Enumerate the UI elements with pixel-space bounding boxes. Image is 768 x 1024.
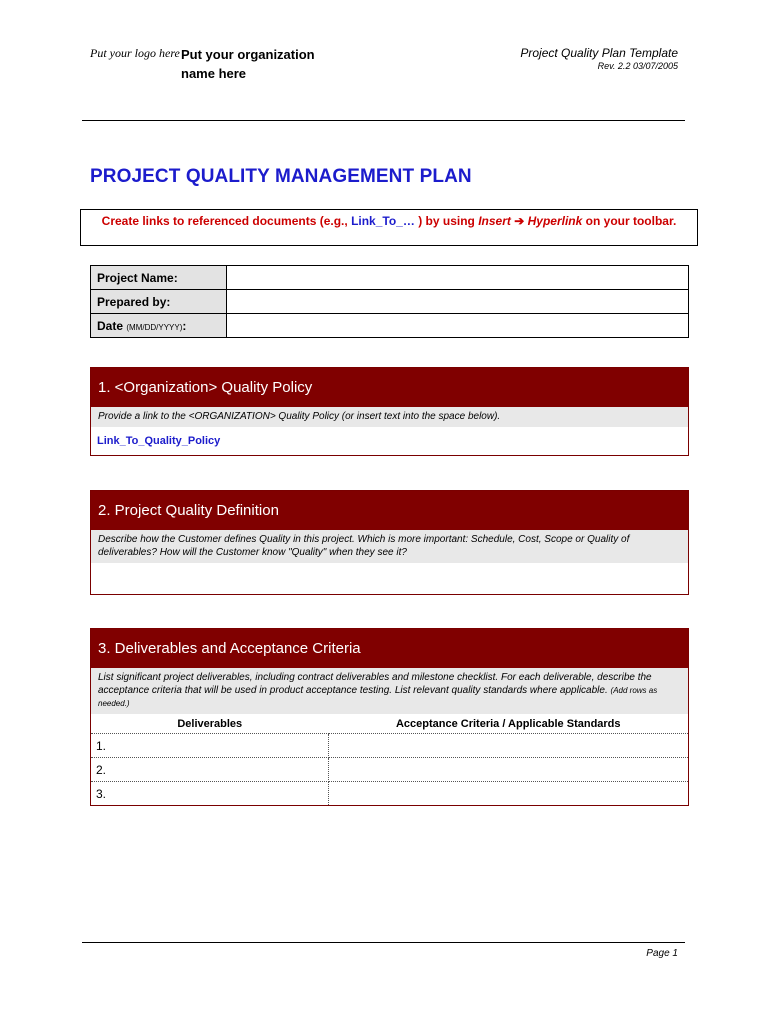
template-title: Project Quality Plan Template	[520, 46, 678, 60]
date-label-text: Date	[97, 318, 124, 333]
hyperlink-instruction-note	[80, 209, 698, 246]
section-quality-definition	[90, 490, 689, 595]
criteria-cell[interactable]	[329, 734, 689, 758]
criteria-cell[interactable]	[329, 782, 689, 806]
deliverables-header-row	[91, 714, 688, 734]
project-info-table	[90, 265, 689, 338]
note-example-link[interactable]: Link_To_…	[351, 214, 415, 228]
section-description-text: List significant project deliverables, including contract deliverables and milestone checklist. For each deliverable, describe the acceptance criteria that will be used in product acceptance testing. List relevant quality standards where applicable.	[98, 672, 652, 696]
table-row	[91, 734, 688, 758]
note-hyperlink-menu: Hyperlink	[527, 214, 583, 228]
deliverables-column-header: Deliverables	[91, 714, 329, 734]
quality-definition-text-area[interactable]	[91, 563, 688, 597]
project-name-field[interactable]	[227, 266, 689, 290]
project-name-row	[91, 266, 689, 290]
footer-divider	[82, 942, 685, 943]
header-divider	[82, 120, 685, 121]
organization-name: Put your organization name here	[181, 47, 315, 81]
project-name-label: Project Name:	[91, 266, 227, 290]
page-number: Page 1	[646, 948, 678, 959]
section-description	[91, 668, 688, 714]
page-title: PROJECT QUALITY MANAGEMENT PLAN	[90, 166, 472, 187]
prepared-by-field[interactable]	[227, 290, 689, 314]
deliverable-cell[interactable]: 2.	[91, 758, 329, 782]
section-description: Provide a link to the <ORGANIZATION> Quality Policy (or insert text into the space below).	[91, 407, 688, 427]
section-heading: 2. Project Quality Definition	[91, 491, 688, 530]
template-revision: Rev. 2.2 03/07/2005	[597, 61, 678, 71]
note-text-3: on your toolbar.	[582, 214, 677, 228]
note-insert-menu: Insert	[478, 214, 511, 228]
section-description: Describe how the Customer defines Quality in this project. Which is more important: Schedule, Cost, Scope or Quality of deliverables? How will the Customer know "Quality" when they see it?	[91, 530, 688, 563]
date-label	[91, 314, 227, 338]
note-text-2: ) by using	[414, 214, 479, 228]
date-field[interactable]	[227, 314, 689, 338]
logo-placeholder: Put your logo here	[90, 46, 180, 60]
note-text-1: Create links to referenced documents (e.g.,	[101, 214, 352, 228]
table-row	[91, 782, 688, 806]
criteria-cell[interactable]	[329, 758, 689, 782]
section-heading: 3. Deliverables and Acceptance Criteria	[91, 629, 688, 668]
prepared-by-row	[91, 290, 689, 314]
section-quality-policy	[90, 367, 689, 456]
arrow-right-icon: ➔	[510, 214, 528, 228]
criteria-column-header: Acceptance Criteria / Applicable Standards	[329, 714, 689, 734]
add-rows-hint: (Add rows as needed.)	[98, 686, 658, 708]
table-row	[91, 758, 688, 782]
section-heading: 1. <Organization> Quality Policy	[91, 368, 688, 407]
section-deliverables	[90, 628, 689, 806]
date-label-colon: :	[182, 318, 187, 333]
deliverable-cell[interactable]: 1.	[91, 734, 329, 758]
deliverables-table	[91, 714, 688, 805]
date-format-hint: (MM/DD/YYYY)	[126, 322, 183, 332]
deliverable-cell[interactable]: 3.	[91, 782, 329, 806]
date-row	[91, 314, 689, 338]
quality-policy-link[interactable]: Link_To_Quality_Policy	[97, 435, 221, 447]
prepared-by-label: Prepared by:	[91, 290, 227, 314]
